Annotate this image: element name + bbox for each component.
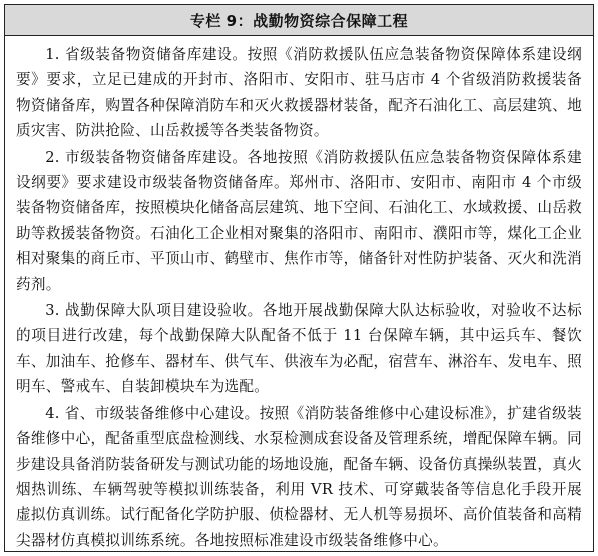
title-bar	[5, 5, 593, 36]
column-content	[5, 36, 593, 552]
paragraph-maintenance-center: 4. 省、市级装备维修中心建设。按照《消防装备维修中心建设标准》，扩建省级装备维修中心，配备重型底盘检测线、水泵检测成套设备及管理系统，增配保障车辆。同步建设具备消防装备研发与测试功能的场地设施，配备车辆、设备仿真操纵装置，真火烟热训练、车辆驾驶等模拟训练装备，利用 VR 技术、可穿戴装备等信息化手段开展虚拟仿真训练。试行配备化学防护服、侦检器材、无人机等易损坏、高价值装备和高精尖器材仿真模拟训练系统。各地按照标准建设市级装备维修中心。	[16, 404, 582, 549]
paragraph-provincial-storage: 1. 省级装备物资储备库建设。按照《消防救援队伍应急装备物资保障体系建设纲要》要求，立足已建成的开封市、洛阳市、安阳市、驻马店市 4 个省级消防救援装备物资储备库，购置各种保障消防车和灭火救援器材装备，配齐石油化工、高层建筑、地质灾害、防洪抢险、山岳救援等各类装备物资。	[16, 46, 582, 140]
paragraph-support-brigade: 3. 战勤保障大队项目建设验收。各地开展战勤保障大队达标验收，对验收不达标的项目进行改建，每个战勤保障大队配备不低于 11 台保障车辆，其中运兵车、餐饮车、加油车、抢修车、器材车、供气车、供液车为必配，宿营车、淋浴车、发电车、照明车、警戒车、自装卸模块车为选配。	[16, 302, 582, 396]
paragraph-municipal-storage: 2. 市级装备物资储备库建设。各地按照《消防救援队伍应急装备物资保障体系建设纲要》要求建设市级装备物资储备库。郑州市、洛阳市、安阳市、南阳市 4 个市级装备物资储备库，按照模块化储备高层建筑、地下空间、石油化工、水域救援、山岳救助等救援装备物资。石油化工企业相对聚集的洛阳市、南阳市、濮阳市等，煤化工企业相对聚集的商丘市、平顶山市、鹤壁市、焦作市等，储备针对性防护装备、灭火和洗消药剂。	[16, 148, 582, 293]
column-box	[4, 4, 594, 552]
column-title: 专栏 9：战勤物资综合保障工程	[189, 11, 409, 30]
